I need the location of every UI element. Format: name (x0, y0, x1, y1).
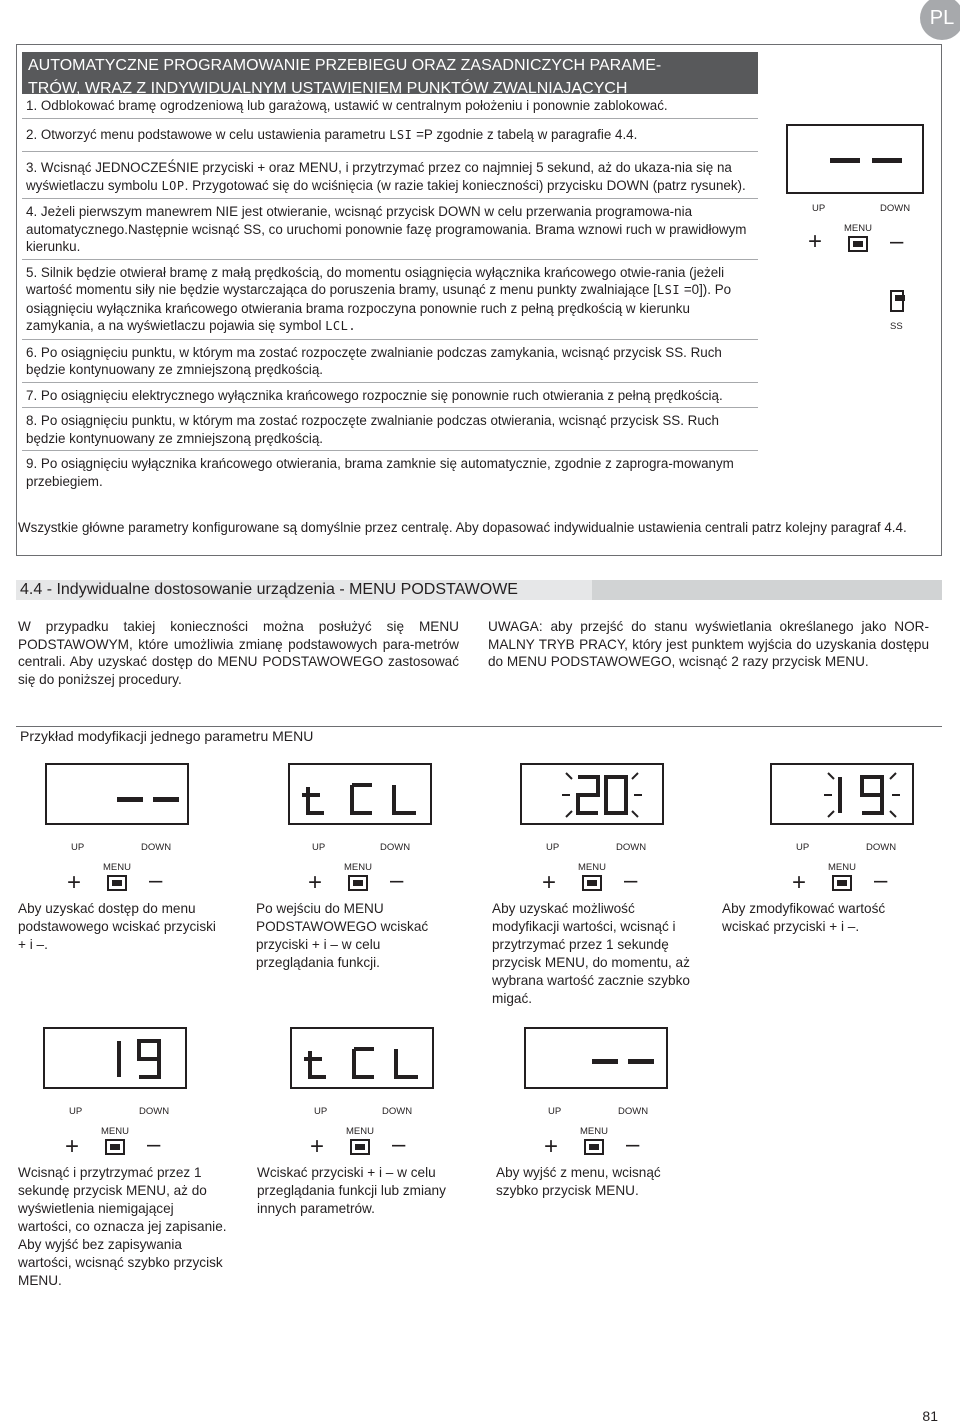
up-label: UP (314, 1106, 328, 1117)
menu-label: MENU (346, 1126, 374, 1137)
minus-icon[interactable]: – (390, 867, 404, 894)
menu-label: MENU (101, 1126, 129, 1137)
procedure-title (22, 52, 758, 97)
plus-icon[interactable]: + (542, 869, 557, 896)
plus-icon[interactable]: + (65, 1133, 80, 1160)
menu-button[interactable] (582, 875, 602, 891)
down-label: DOWN (141, 842, 172, 853)
section-intro-right: UWAGA: aby przejść do stanu wyświetlania określanego jako NOR-MALNY TRYB PRACY, który jest punktem wyjścia do uzyskania dostępu do MENU PODSTAWOWEGO, wcisnąć 2 razy przycisk MENU. (488, 619, 929, 669)
minus-icon[interactable]: – (624, 867, 638, 894)
panel-6-caption: Wciskać przyciski + i – w celu przeglądania funkcji lub zmiany innych parametrów. (257, 1165, 446, 1216)
down-label: DOWN (866, 842, 897, 853)
step-1: 1. Odblokować bramę ogrodzeniową lub garażową, ustawić w centralnym położeniu i ponownie zablokować. (22, 94, 758, 119)
up-label: UP (812, 203, 826, 214)
panel-5-caption: Wcisnąć i przytrzymać przez 1 sekundę przycisk MENU, aż do wyświetlenia niemigającej wartości, co oznacza jej zapisanie. Aby wyjść bez zapisywania wartości, wcisnąć szybko przycisk MENU. (18, 1165, 227, 1288)
side-control-panel (786, 124, 936, 344)
display-digits (45, 1029, 185, 1087)
step-8: 8. Po osiągnięciu punktu, w którym ma zostać rozpoczęte zwalnianie podczas otwierania, wcisnąć przycisk SS. Ruch będzie kontynuowany ze zmniejszoną prędkością. (22, 408, 758, 451)
menu-label: MENU (828, 862, 856, 873)
panel-7-caption: Aby wyjść z menu, wcisnąć szybko przycisk MENU. (496, 1165, 661, 1198)
display-digits (526, 1029, 666, 1087)
example-panel-6 (290, 1027, 440, 1160)
down-label: DOWN (616, 842, 647, 853)
up-label: UP (548, 1106, 562, 1117)
down-label: DOWN (382, 1106, 413, 1117)
panel-3-caption: Aby uzyskać możliwość modyfikacji wartości, wcisnąć i przytrzymać przez 1 sekundę przycisk MENU, do momentu, aż wybrana wartość zacznie szybko migać. (492, 901, 690, 1006)
example-panel-4 (770, 763, 920, 896)
display-symbol: LOP (161, 178, 185, 193)
menu-label: MENU (578, 862, 606, 873)
menu-label: MENU (103, 862, 131, 873)
menu-button[interactable] (848, 236, 868, 252)
display-digits (772, 765, 912, 823)
page-number: 81 (922, 1408, 938, 1424)
menu-button[interactable] (832, 875, 852, 891)
display-symbol: LCL. (325, 319, 357, 333)
example-panel-2 (288, 763, 438, 896)
step-4: 4. Jeżeli pierwszym manewrem NIE jest otwieranie, wcisnąć przycisk DOWN w celu przerwania programowa-nia automatycznego.Następnie wcisnąć SS, co uruchomi ponownie fazę programowania. Brama wznowi ruch w prawidłowym kierunku. (22, 199, 758, 260)
example-title: Przykład modyfikacji jednego parametru MENU (20, 728, 314, 744)
ss-button[interactable] (890, 290, 904, 312)
example-panel-5 (43, 1027, 193, 1160)
section-title: 4.4 - Indywidualne dostosowanie urządzenia - MENU PODSTAWOWE (20, 581, 518, 598)
menu-button[interactable] (584, 1139, 604, 1155)
example-panel-7 (524, 1027, 674, 1160)
panel-display (290, 1027, 434, 1089)
plus-icon[interactable]: + (310, 1133, 325, 1160)
panel-display (770, 763, 914, 825)
menu-button[interactable] (350, 1139, 370, 1155)
plus-icon[interactable]: + (308, 869, 323, 896)
menu-label: MENU (344, 862, 372, 873)
plus-icon[interactable]: + (544, 1133, 559, 1160)
down-label: DOWN (380, 842, 411, 853)
display-digits (290, 765, 430, 823)
menu-button[interactable] (107, 875, 127, 891)
side-display (786, 124, 924, 194)
ss-label: SS (890, 321, 903, 332)
minus-icon[interactable]: – (147, 1131, 161, 1158)
minus-icon[interactable]: – (874, 867, 888, 894)
plus-icon[interactable]: + (67, 869, 82, 896)
closing-note: Wszystkie główne parametry konfigurowane są domyślnie przez centralę. Aby dopasować indywidualnie ustawienia centrali patrz kolejny paragraf 4.4. (18, 520, 907, 535)
up-label: UP (796, 842, 810, 853)
example-panel-3 (520, 763, 670, 896)
example-panel-1 (45, 763, 195, 896)
minus-icon[interactable]: – (149, 867, 163, 894)
step-5: 5. Silnik będzie otwierał bramę z małą prędkością, do momentu osiągnięcia wyłącznika krańcowego otwie-rania (jeżeli wartość momentu siły nie będzie wystarczająca do poruszenia bramy, usunąć z menu punkty zwalniające [LSI =0]). Po osiągnięciu wyłącznika krańcowego otwierania brama rozpoczyna ponownie ruch z pełną prędkością w kierunku zamykania, a na wyświetlaczu pojawia się symbol LCL. (22, 260, 758, 340)
step-9: 9. Po osiągnięciu wyłącznika krańcowego otwierania, brama zamknie się automatycznie, zgodnie z zaprogra-mowanym przebiegiem. (26, 456, 734, 489)
step-3: 3. Wcisnąć JEDNOCZEŚNIE przyciski + oraz MENU, i przytrzymać przez co najmniej 5 sekund, aż do ukaza-nia się na wyświetlaczu symbolu LOP. Przygotować się do wciśnięcia (w razie takiej konieczności) przycisku DOWN (patrz rysunek). (22, 152, 758, 199)
display-digits (292, 1029, 432, 1087)
title-line-2: TRÓW, WRAZ Z INDYWIDUALNYM USTAWIENIEM PUNKTÓW ZWALNIAJĄCYCH (28, 80, 628, 97)
up-label: UP (71, 842, 85, 853)
panel-display (288, 763, 432, 825)
display-digits (522, 765, 662, 823)
display-symbol: LSI (389, 127, 413, 142)
down-label: DOWN (880, 203, 911, 214)
menu-label: MENU (580, 1126, 608, 1137)
panel-2-caption: Po wejściu do MENU PODSTAWOWEGO wciskać przyciski + i – w celu przeglądania funkcji. (256, 901, 429, 970)
up-label: UP (69, 1106, 83, 1117)
panel-display (520, 763, 664, 825)
panel-4-caption: Aby zmodyfikować wartość wciskać przyciski + i –. (722, 901, 886, 934)
step-2: 2. Otworzyć menu podstawowe w celu ustawienia parametru LSI =P zgodnie z tabelą w paragrafie 4.4. (22, 119, 758, 153)
minus-icon[interactable]: – (890, 228, 904, 255)
down-label: DOWN (139, 1106, 170, 1117)
menu-button[interactable] (105, 1139, 125, 1155)
display-digits (790, 128, 920, 188)
section-intro-left: W przypadku takiej konieczności można posłużyć się MENU PODSTAWOWYM, które umożliwia zmianę podstawowych para-metrów centrali. Aby uzyskać dostęp do MENU PODSTAWOWEGO zastosować się do poniższej procedury. (18, 619, 459, 687)
panel-display (43, 1027, 187, 1089)
menu-button[interactable] (348, 875, 368, 891)
step-7: 7. Po osiągnięciu elektrycznego wyłącznika krańcowego rozpocznie się ponownie ruch otwierania z pełną prędkością. (22, 383, 758, 409)
language-badge: PL (920, 0, 960, 40)
panel-1-caption: Aby uzyskać dostęp do menu podstawowego wciskać przyciski + i –. (18, 901, 216, 952)
display-symbol: LSI (656, 283, 681, 297)
display-digits (47, 765, 187, 823)
up-label: UP (312, 842, 326, 853)
plus-icon[interactable]: + (792, 869, 807, 896)
step-6: 6. Po osiągnięciu punktu, w którym ma zostać rozpoczęte zwalnianie podczas zamykania, wcisnąć przycisk SS. Ruch będzie kontynuowany ze zmniejszoną prędkością. (22, 340, 758, 383)
panel-display (524, 1027, 668, 1089)
title-line-1: AUTOMATYCZNE PROGRAMOWANIE PRZEBIEGU ORAZ ZASADNICZYCH PARAME- (28, 57, 662, 74)
down-label: DOWN (618, 1106, 649, 1117)
plus-icon[interactable]: + (808, 228, 823, 255)
minus-icon[interactable]: – (392, 1131, 406, 1158)
minus-icon[interactable]: – (626, 1131, 640, 1158)
menu-label: MENU (844, 223, 872, 234)
up-label: UP (546, 842, 560, 853)
panel-display (45, 763, 189, 825)
procedure-steps (22, 94, 758, 493)
